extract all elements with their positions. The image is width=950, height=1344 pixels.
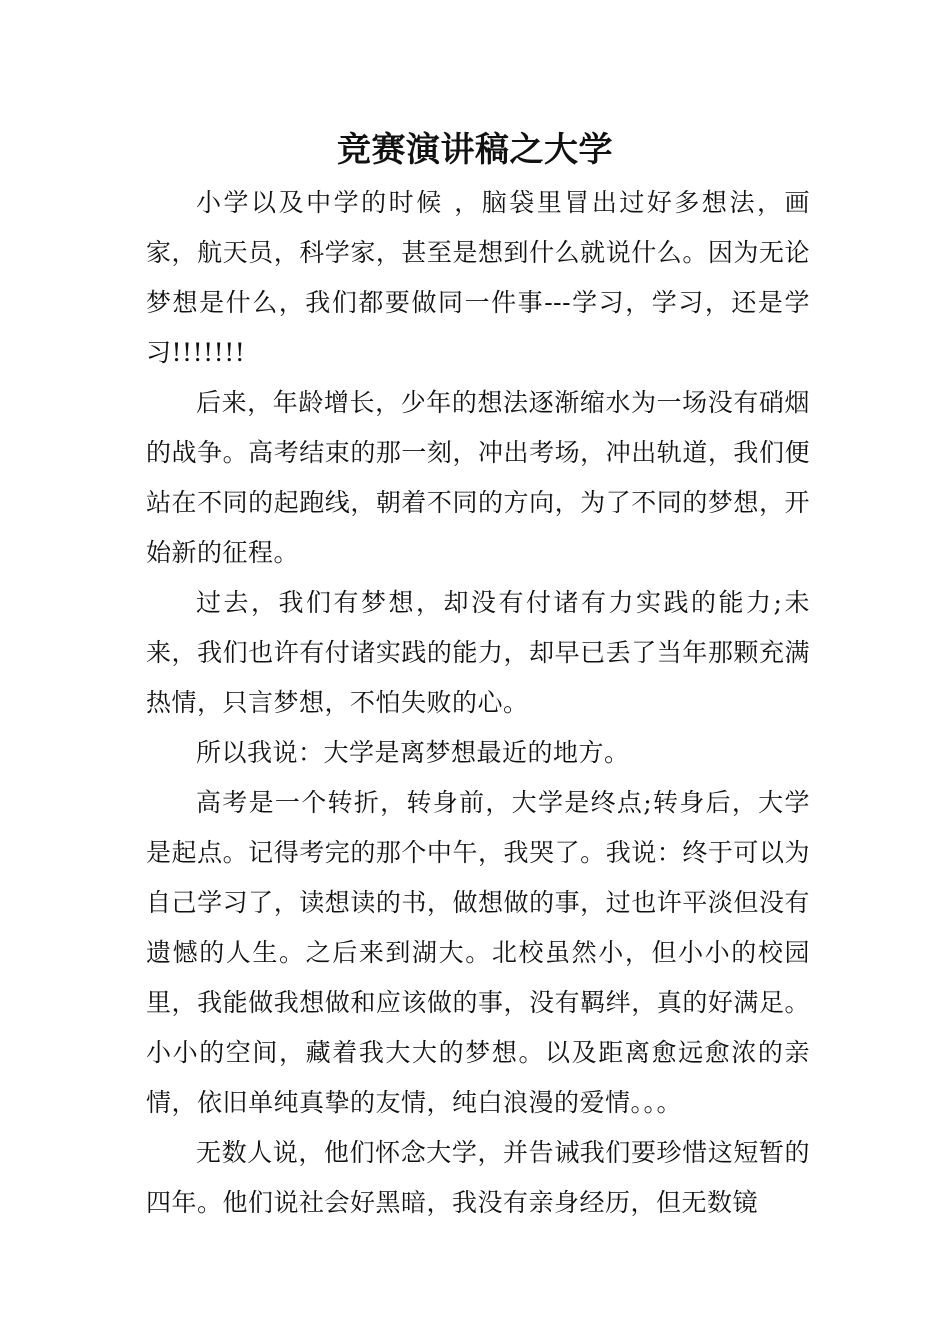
paragraph-3: 过去，我们有梦想，却没有付诸有力实践的能力;未来，我们也许有付诸实践的能力，却早已丢了当年那颗充满热情，只言梦想，不怕失败的心。: [146, 588, 810, 717]
paragraph-1: 小学以及中学的时候 ，脑袋里冒出过好多想法，画家，航天员，科学家，甚至是想到什么就说什么。因为无论梦想是什么，我们都要做同一件事---学习，学习，还是学习!!!!!!!: [146, 188, 810, 367]
document-title: 竞赛演讲稿之大学: [337, 130, 613, 170]
paragraph-2: 后来，年龄增长，少年的想法逐渐缩水为一场没有硝烟的战争。高考结束的那一刻，冲出考场，冲出轨道，我们便站在不同的起跑线，朝着不同的方向，为了不同的梦想，开始新的征程。: [146, 388, 810, 567]
document-body: [146, 178, 810, 1228]
paragraph-5: 高考是一个转折，转身前，大学是终点;转身后，大学是起点。记得考完的那个中午，我哭了。我说：终于可以为自己学习了，读想读的书，做想做的事，过也许平淡但没有遗憾的人生。之后来到湖大。北校虽然小，但小小的校园里，我能做我想做和应该做的事，没有羁绊，真的好满足。小小的空间，藏着我大大的梦想。以及距离愈远愈浓的亲情，依旧单纯真挚的友情，纯白浪漫的爱情。。。: [146, 788, 810, 1117]
paragraph-4: 所以我说：大学是离梦想最近的地方。: [196, 738, 630, 767]
paragraph-6: 无数人说，他们怀念大学，并告诫我们要珍惜这短暂的四年。他们说社会好黑暗，我没有亲身经历，但无数镜: [146, 1138, 810, 1217]
